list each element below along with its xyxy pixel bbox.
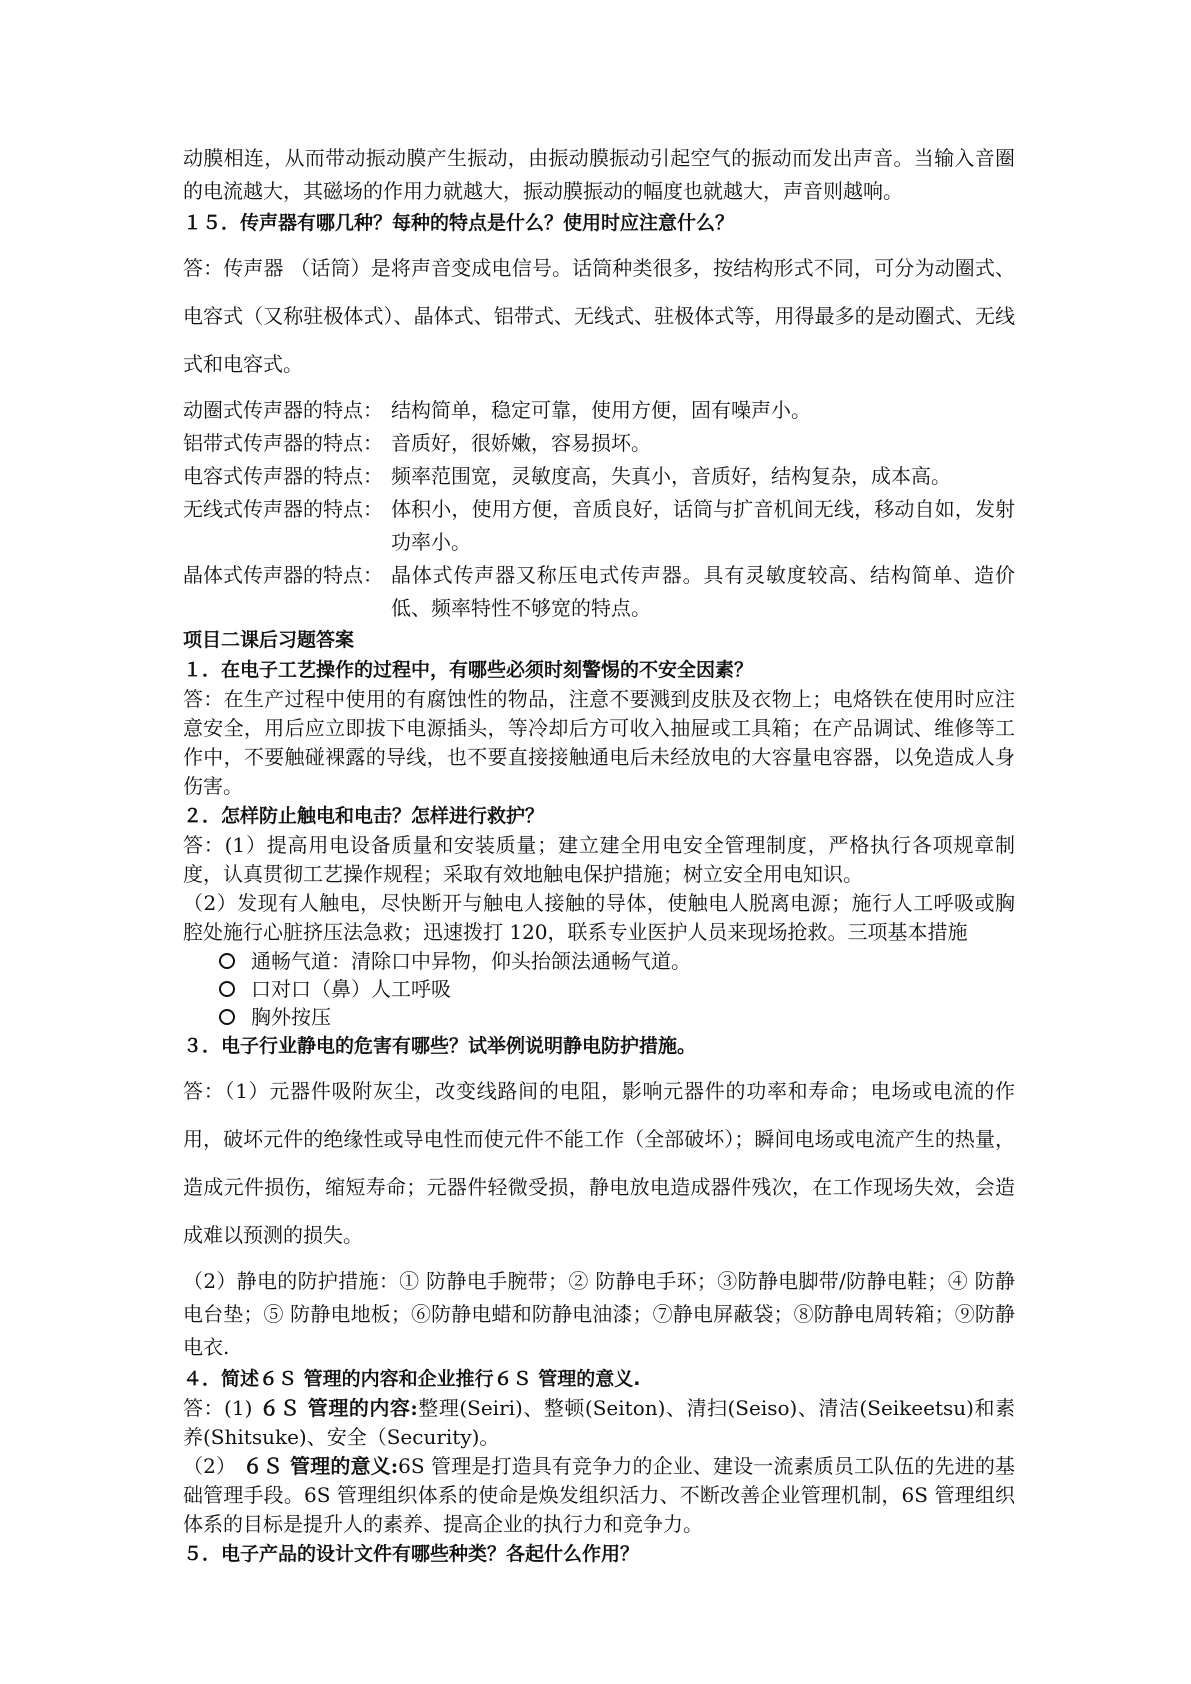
- question-15: １５．传声器有哪几种？每种的特点是什么？使用时应注意什么？: [183, 212, 735, 234]
- bullet-text: 胸外按压: [251, 1005, 331, 1029]
- answer-4-part-1-text: 整理(Seiri)、整顿(Seiton)、清扫(Seiso)、清洁(Seikeetsu)和素养(Shitsuke)、安全（Security)。: [183, 1396, 1015, 1449]
- feature-row: [183, 427, 1015, 460]
- question-5: ５．电子产品的设计文件有哪些种类？各起什么作用？: [183, 1543, 640, 1565]
- question-1: １．在电子工艺操作的过程中，有哪些必须时刻警惕的不安全因素？: [183, 659, 754, 681]
- answer-3-part-1: 答：（1）元器件吸附灰尘，改变线路间的电阻，影响元器件的功率和寿命；电场或电流的作用，破坏元件的绝缘性或导电性而使元件不能工作（全部破坏）；瞬间电场或电流产生的热量，造成元件损伤，缩短寿命；元器件轻微受损，静电放电造成器件残次，在工作现场失效，会造成难以预测的损失。: [183, 1079, 1015, 1247]
- circle-bullet-icon: [219, 953, 235, 969]
- feature-text: 晶体式传声器又称压电式传声器。具有灵敏度较高、结构简单、造价低、频率特性不够宽的特点。: [391, 563, 1015, 620]
- question-4: ４．简述６Ｓ 管理的内容和企业推行６Ｓ 管理的意义.: [183, 1368, 641, 1390]
- answer-4-part-1-prefix: 答：(1): [183, 1396, 260, 1420]
- circle-bullet-icon: [219, 981, 235, 997]
- feature-row: [183, 493, 1015, 559]
- section-title: 项目二课后习题答案: [183, 629, 355, 651]
- answer-3-part-2: （2）静电的防护措施：① 防静电手腕带；② 防静电手环；③防静电脚带/防静电鞋；④ 防静电台垫；⑤ 防静电地板；⑥防静电蜡和防静电油漆；⑦静电屏蔽袋；⑧防静电周转箱；⑨防静电衣.: [183, 1269, 1015, 1359]
- bullet-item: [183, 1003, 1015, 1031]
- feature-row: [183, 559, 1015, 625]
- feature-label: 无线式传声器的特点：: [183, 497, 383, 521]
- feature-text: 频率范围宽，灵敏度高，失真小，音质好，结构复杂，成本高。: [391, 464, 951, 488]
- feature-text: 音质好，很娇嫩，容易损坏。: [391, 431, 651, 455]
- answer-1: 答：在生产过程中使用的有腐蚀性的物品，注意不要溅到皮肤及衣物上；电烙铁在使用时应注意安全，用后应立即拔下电源插头，等冷却后方可收入抽屉或工具箱；在产品调试、维修等工作中，不要触碰裸露的导线，也不要直接接触通电后未经放电的大容量电容器，以免造成人身伤害。: [183, 687, 1015, 798]
- answer-2-part-2: （2）发现有人触电，尽快断开与触电人接触的导体，使触电人脱离电源；施行人工呼吸或胸腔处施行心脏挤压法急救；迅速拨打 120，联系专业医护人员来现场抢救。三项基本措施: [183, 891, 1015, 944]
- bullet-text: 通畅气道：清除口中异物，仰头抬颌法通畅气道。: [251, 949, 691, 973]
- answer-4-part-2-heading: ６Ｓ 管理的意义:: [242, 1454, 399, 1478]
- paragraph-intro: 动膜相连，从而带动振动膜产生振动，由振动膜振动引起空气的振动而发出声音。当输入音圈的电流越大，其磁场的作用力就越大，振动膜振动的幅度也就越大，声音则越响。: [183, 146, 1015, 203]
- bullet-item: [183, 947, 1015, 975]
- feature-text: 体积小，使用方便，音质良好，话筒与扩音机间无线，移动自如，发射功率小。: [391, 497, 1015, 554]
- bullet-text: 口对口（鼻）人工呼吸: [251, 977, 451, 1001]
- feature-text: 结构简单，稳定可靠，使用方便，固有噪声小。: [391, 398, 811, 422]
- answer-4-part-2-prefix: （2）: [183, 1454, 243, 1478]
- answer-2-part-1: 答：(1）提高用电设备质量和安装质量；建立建全用电安全管理制度，严格执行各项规章制度，认真贯彻工艺操作规程；采取有效地触电保护措施；树立安全用电知识。: [183, 833, 1015, 886]
- answer-4-part-1-heading: ６Ｓ 管理的内容:: [259, 1396, 418, 1420]
- answer-4-part-2-text: 6S 管理是打造具有竞争力的企业、建设一流素质员工队伍的先进的基础管理手段。6S 管理组织体系的使命是焕发组织活力、不断改善企业管理机制，6S 管理组织体系的目标是提升人的素养、提高企业的执行力和竞争力。: [183, 1454, 1015, 1536]
- document-body: [183, 142, 1015, 1569]
- answer-15: 答：传声器 （话筒）是将声音变成电信号。话筒种类很多，按结构形式不同，可分为动圈式、电容式（又称驻极体式）、晶体式、铝带式、无线式、驻极体式等，用得最多的是动圈式、无线式和电容式。: [183, 256, 1015, 376]
- feature-label: 晶体式传声器的特点：: [183, 563, 383, 587]
- feature-label: 动圈式传声器的特点：: [183, 398, 383, 422]
- feature-row: [183, 394, 1015, 427]
- feature-label: 电容式传声器的特点：: [183, 464, 383, 488]
- bullet-item: [183, 975, 1015, 1003]
- answer-4-part-1: [183, 1394, 1015, 1452]
- question-3: ３．电子行业静电的危害有哪些？试举例说明静电防护措施。: [183, 1035, 697, 1057]
- feature-row: [183, 460, 1015, 493]
- circle-bullet-icon: [219, 1009, 235, 1025]
- question-2: ２．怎样防止触电和电击？怎样进行救护？: [183, 805, 545, 827]
- answer-4-part-2: [183, 1452, 1015, 1539]
- feature-label: 铝带式传声器的特点：: [183, 431, 383, 455]
